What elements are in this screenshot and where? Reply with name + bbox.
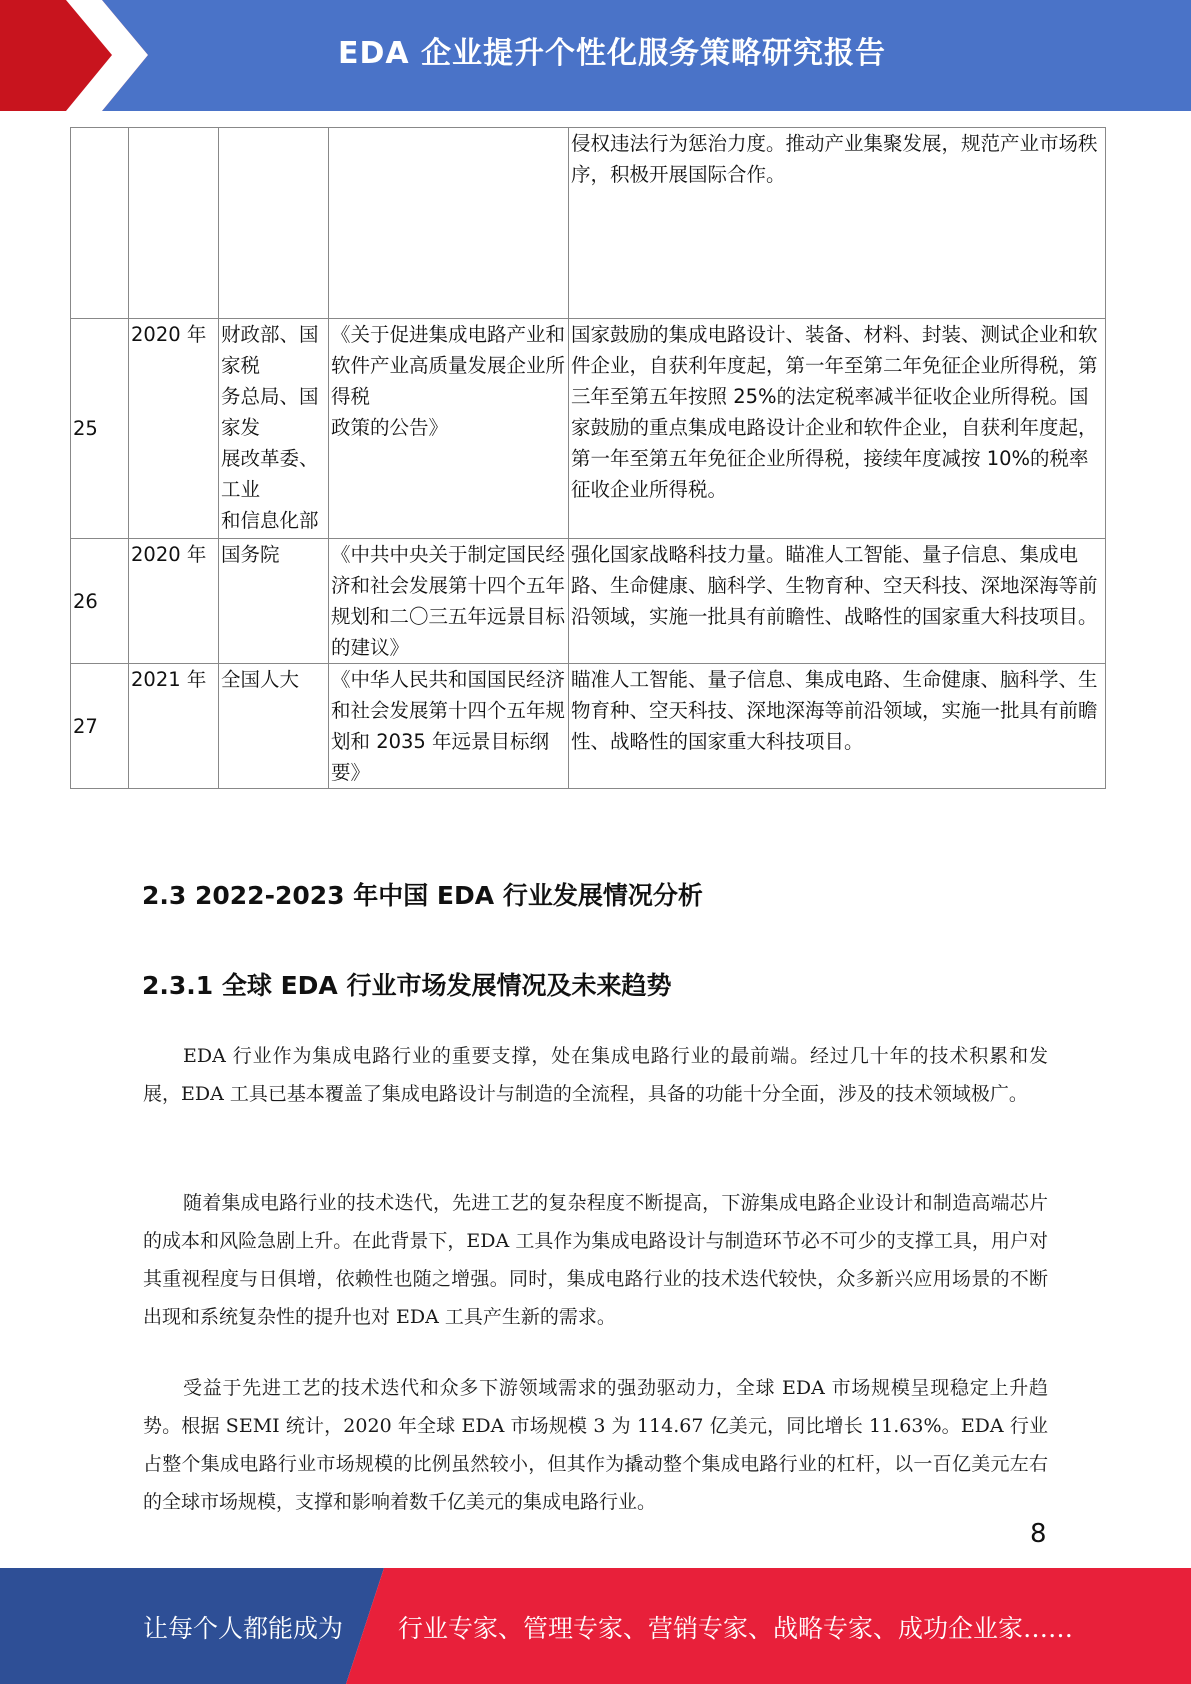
row-number	[71, 128, 129, 319]
header-banner	[0, 0, 1191, 111]
row-content: 国家鼓励的集成电路设计、装备、材料、封装、测试企业和软件企业，自获利年度起，第一年至第二年免征企业所得税，第三年至第五年按照 25%的法定税率减半征收企业所得税。国家鼓励的重点集成电路设计企业和软件企业，自获利年度起，第一年至第五年免征企业所得税，接续年度减按 10%的税率征收企业所得税。	[569, 319, 1106, 539]
footer-slogan-left: 让每个人都能成为	[143, 1614, 344, 1643]
header-arrow-decoration	[0, 0, 160, 111]
row-year	[129, 128, 219, 319]
row-content: 强化国家战略科技力量。瞄准人工智能、量子信息、集成电路、生命健康、脑科学、生物育种、空天科技、深地深海等前沿领域，实施一批具有前瞻性、战略性的国家重大科技项目。	[569, 539, 1106, 664]
row-content: 侵权违法行为惩治力度。推动产业集聚发展，规范产业市场秩序，积极开展国际合作。	[569, 128, 1106, 319]
report-title: EDA 企业提升个性化服务策略研究报告	[338, 36, 887, 71]
row-number: 25	[71, 319, 129, 539]
row-policy-title	[329, 128, 569, 319]
row-number: 26	[71, 539, 129, 664]
section-heading: 2.3 2022-2023 年中国 EDA 行业发展情况分析	[142, 881, 703, 910]
row-year: 2020 年	[129, 319, 219, 539]
row-policy-title: 《中共中央关于制定国民经济和社会发展第十四个五年规划和二〇三五年远景目标的建议》	[329, 539, 569, 664]
table-row	[71, 664, 1106, 789]
policy-table	[70, 127, 1106, 789]
row-year: 2021 年	[129, 664, 219, 789]
footer-banner	[0, 1568, 1191, 1684]
row-department: 全国人大	[219, 664, 329, 789]
row-content: 瞄准人工智能、量子信息、集成电路、生命健康、脑科学、生物育种、空天科技、深地深海等前沿领域，实施一批具有前瞻性、战略性的国家重大科技项目。	[569, 664, 1106, 789]
footer-slogan-right: 行业专家、管理专家、营销专家、战略专家、成功企业家……	[398, 1614, 1074, 1643]
subsection-heading: 2.3.1 全球 EDA 行业市场发展情况及未来趋势	[142, 971, 672, 1000]
table-row	[71, 128, 1106, 319]
row-department: 国务院	[219, 539, 329, 664]
body-paragraph: EDA 行业作为集成电路行业的重要支撑，处在集成电路行业的最前端。经过几十年的技术积累和发展，EDA 工具已基本覆盖了集成电路设计与制造的全流程，具备的功能十分全面，涉及的技术领域极广。	[143, 1045, 1048, 1105]
body-paragraph: 随着集成电路行业的技术迭代，先进工艺的复杂程度不断提高，下游集成电路企业设计和制造高端芯片的成本和风险急剧上升。在此背景下，EDA 工具作为集成电路设计与制造环节必不可少的支撑工具，用户对其重视程度与日俱增，依赖性也随之增强。同时，集成电路行业的技术迭代较快，众多新兴应用场景的不断出现和系统复杂性的提升也对 EDA 工具产生新的需求。	[143, 1192, 1048, 1328]
table-row	[71, 539, 1106, 664]
body-paragraph: 受益于先进工艺的技术迭代和众多下游领域需求的强劲驱动力，全球 EDA 市场规模呈现稳定上升趋势。根据 SEMI 统计，2020 年全球 EDA 市场规模 3 为 114.67 亿美元，同比增长 11.63%。EDA 行业占整个集成电路行业市场规模的比例虽然较小，但其作为撬动整个集成电路行业的杠杆，以一百亿美元左右的全球市场规模，支撑和影响着数千亿美元的集成电路行业。	[143, 1377, 1048, 1513]
table-row	[71, 319, 1106, 539]
row-policy-title: 《关于促进集成电路产业和软件产业高质量发展企业所得税 政策的公告》	[329, 319, 569, 539]
page-number: 8	[1030, 1519, 1047, 1549]
row-department: 财政部、国家税 务总局、国家发 展改革委、工业 和信息化部	[219, 319, 329, 539]
row-policy-title: 《中华人民共和国国民经济和社会发展第十四个五年规划和 2035 年远景目标纲要》	[329, 664, 569, 789]
row-department	[219, 128, 329, 319]
row-number: 27	[71, 664, 129, 789]
row-year: 2020 年	[129, 539, 219, 664]
